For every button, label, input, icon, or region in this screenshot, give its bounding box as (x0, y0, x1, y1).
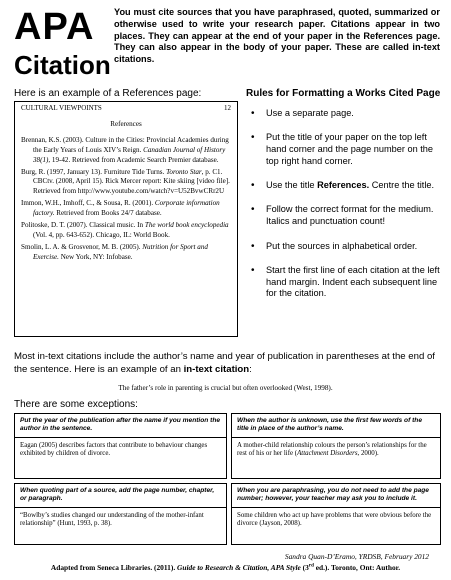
exception-box (231, 483, 441, 545)
intext-paragraph: Most in-text citations include the author’s name and year of publication in parentheses at the end of the sentence. Here is an example of an in-text citation: (14, 351, 435, 375)
intro-paragraph: You must cite sources that you have paraphrased, quoted, summarized or otherwise used to write your research paper. Citations appear in two places. They can appear at the end of your paper in the References page. They can also appear in the body of your paper. These are called in-text citations. (114, 7, 440, 65)
references-heading: Here is an example of a References page: (14, 88, 202, 99)
reference-entry: Immon, W.H., Imhoff, C., & Sousa, R. (2001). Corporate information factory. Retrieved from Books 24/7 database. (21, 199, 220, 218)
reference-entry: Brennan, K.S. (2003). Culture in the Cities: Provincial Academies during the Early Years of Louis XIV’s Reign. Canadian Journal of History 38(1), 19-42. Retrieved from Academic Search Premier database. (21, 135, 229, 164)
page-number: 12 (224, 104, 231, 112)
footer-author: Sandra Quan-D’Eramo, YRDSB, February 2012 (284, 552, 429, 561)
references-top-line (21, 104, 231, 114)
exception-example: A mother-child relationship colours the person’s relationships for the rest of his or her life (Attachment Disorders, 2000). (237, 441, 427, 458)
exception-rule: When you are paraphrasing, you do not need to add the page number; however, your teacher may ask you to include it. (237, 487, 429, 503)
exception-rule: Put the year of the publication after the name if you mention the author in the sentence. (20, 417, 221, 433)
exception-box (231, 413, 441, 479)
reference-entry: Smolin, L. A. & Grosvenor, M. B. (2005). Nutrition for Sport and Exercise. New York, NY: Infobase. (21, 242, 208, 261)
exception-box (14, 483, 227, 545)
title-citation: Citation (14, 50, 111, 80)
rule-item: • Follow the correct format for the medium. Italics and punctuation count! (248, 204, 444, 228)
exception-rule: When the author is unknown, use the first few words of the title in place of the author’s name. (237, 417, 422, 433)
exception-rule: When quoting part of a source, add the page number, chapter, or paragraph. (20, 487, 215, 503)
footer-source: Adapted from Seneca Libraries. (2011). Guide to Research & Citation, APA Style (3rd ed.). Toronto, Ont: Author. (50, 563, 401, 572)
rule-item: • Use a separate page. (248, 108, 444, 120)
running-head: CULTURAL VIEWPOINTS (21, 104, 102, 112)
rules-list (248, 108, 444, 313)
exception-box (14, 413, 227, 479)
exception-example: Eagan (2005) describes factors that contribute to behaviour changes exhibited by children of divorce. (20, 441, 208, 458)
rules-heading: Rules for Formatting a Works Cited Page (246, 88, 441, 99)
reference-entry: Burg, R. (1997, January 13). Furniture Tide Turns. Toronto Star, p. C1. CBCtv. (2008, April 15). Rick Mercer report: Kite skiing [video file]. Retrieved from http://www.youtube.com/watch?v=U52BvwCRr2U (21, 167, 230, 196)
exception-example: “Bowlby’s studies changed our understanding of the mother-infant relationship” (Hunt, 1993, p. 38). (20, 511, 204, 528)
references-title: References (110, 119, 142, 128)
rule-item: • Use the title References. Centre the title. (248, 180, 444, 192)
rule-item: • Put the title of your paper on the top left hand corner and the page number on the top right hand corner. (248, 132, 444, 167)
exception-example: Some children who act up have problems that were obvious before the divorce (Jayson, 2008). (237, 511, 432, 528)
references-example-box (14, 101, 238, 337)
title-apa: APA (14, 6, 95, 48)
reference-entry: Politoske, D. T. (2007). Classical music. In The world book encyclopedia (Vol. 4, pp. 643-652). Chicago, IL: World Book. (21, 221, 229, 239)
rule-item: • Put the sources in alphabetical order. (248, 241, 444, 253)
intext-example: The father’s role in parenting is crucial but often overlooked (West, 1998). (118, 384, 333, 392)
rule-item: • Start the first line of each citation at the left hand margin. Indent each subsequent line for the citation. (248, 265, 444, 300)
exceptions-heading: There are some exceptions: (14, 399, 138, 410)
